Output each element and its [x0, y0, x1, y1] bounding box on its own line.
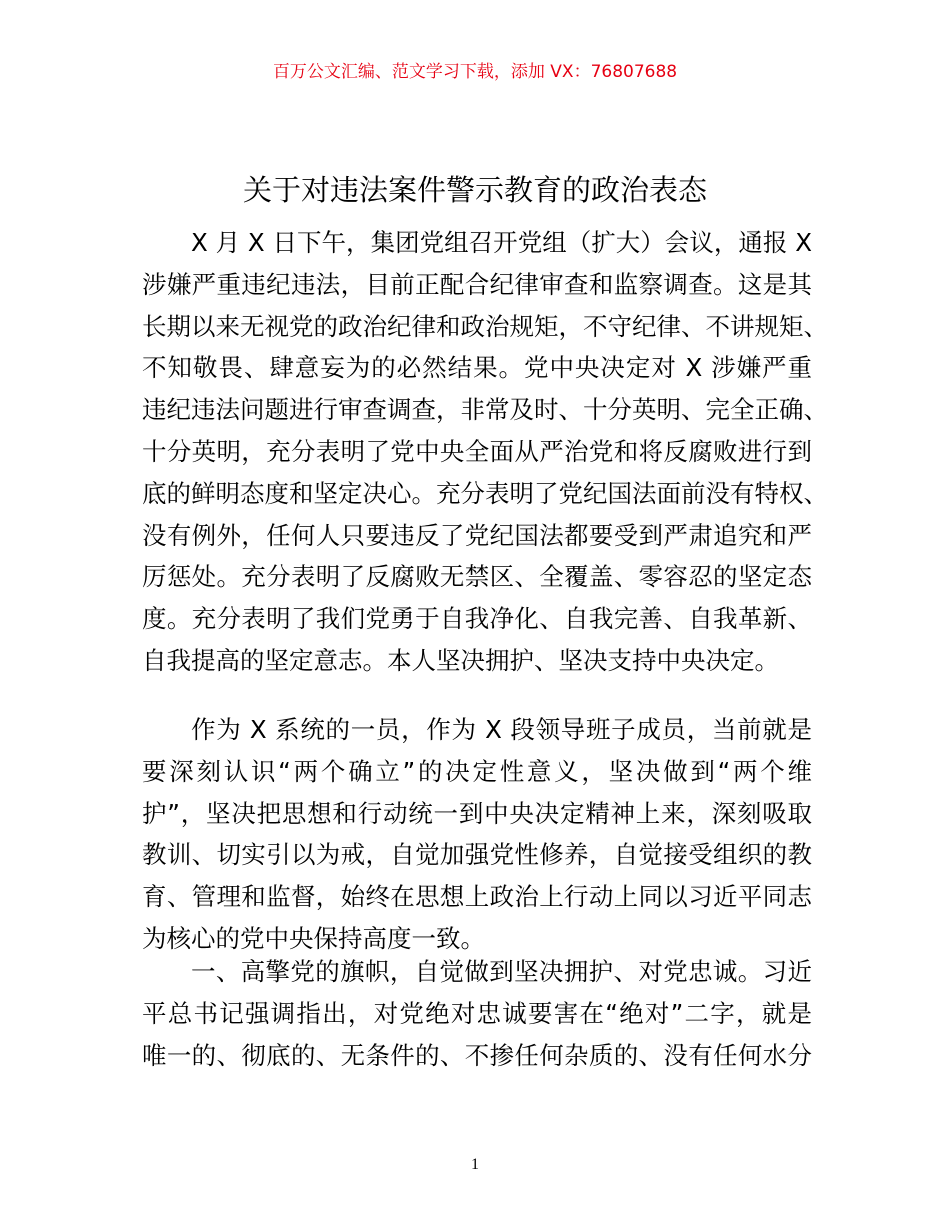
text-line: 长期以来无视党的政治纪律和政治规矩，不守纪律、不讲规矩、 [142, 311, 828, 341]
text-line: 违纪违法问题进行审查调查，非常及时、十分英明、完全正确、 [142, 395, 828, 425]
document-title: 关于对违法案件警示教育的政治表态 [242, 173, 707, 207]
text-line: 要深刻认识“两个确立”的决定性意义，坚决做到“两个维 [142, 756, 812, 786]
text-line: 没有例外，任何人只要违反了党纪国法都要受到严肃追究和严 [142, 520, 812, 550]
text-line: 涉嫌严重违纪违法，目前正配合纪律审查和监察调查。这是其 [142, 269, 812, 299]
paragraph-2 [142, 709, 812, 960]
text-line: 不知敬畏、肆意妄为的必然结果。党中央决定对 X 涉嫌严重 [142, 353, 812, 383]
paragraph-3 [142, 951, 812, 1076]
text-line: 唯一的、彻底的、无条件的、不掺任何杂质的、没有任何水分 [142, 1040, 812, 1070]
page-number: 1 [471, 1156, 479, 1173]
text-line: 十分英明，充分表明了党中央全面从严治党和将反腐败进行到 [142, 436, 812, 466]
watermark-header: 百万公文汇编、范文学习下载，添加 VX：76807688 [272, 62, 678, 82]
text-line: 度。充分表明了我们党勇于自我净化、自我完善、自我革新、 [142, 604, 812, 634]
text-line: 作为 X 系统的一员，作为 X 段领导班子成员，当前就是 [191, 715, 812, 744]
text-line: X 月 X 日下午，集团党组召开党组（扩大）会议，通报 X [191, 228, 812, 257]
text-line: 教训、切实引以为戒，自觉加强党性修养，自觉接受组织的教 [142, 840, 812, 870]
text-line: 平总书记强调指出，对党绝对忠诚要害在“绝对”二字，就是 [142, 998, 812, 1028]
paragraph-1 [142, 222, 828, 682]
text-line: 为核心的党中央保持高度一致。 [142, 923, 485, 953]
text-line: 底的鲜明态度和坚定决心。充分表明了党纪国法面前没有特权、 [142, 478, 828, 508]
text-line: 育、管理和监督，始终在思想上政治上行动上同以习近平同志 [142, 882, 812, 912]
text-line: 护”，坚决把思想和行动统一到中央决定精神上来，深刻吸取 [142, 798, 812, 828]
text-line: 自我提高的坚定意志。本人坚决拥护、坚决支持中央决定。 [142, 645, 779, 675]
text-line: 一、高擎党的旗帜，自觉做到坚决拥护、对党忠诚。习近 [191, 957, 812, 986]
text-line: 厉惩处。充分表明了反腐败无禁区、全覆盖、零容忍的坚定态 [142, 562, 812, 592]
